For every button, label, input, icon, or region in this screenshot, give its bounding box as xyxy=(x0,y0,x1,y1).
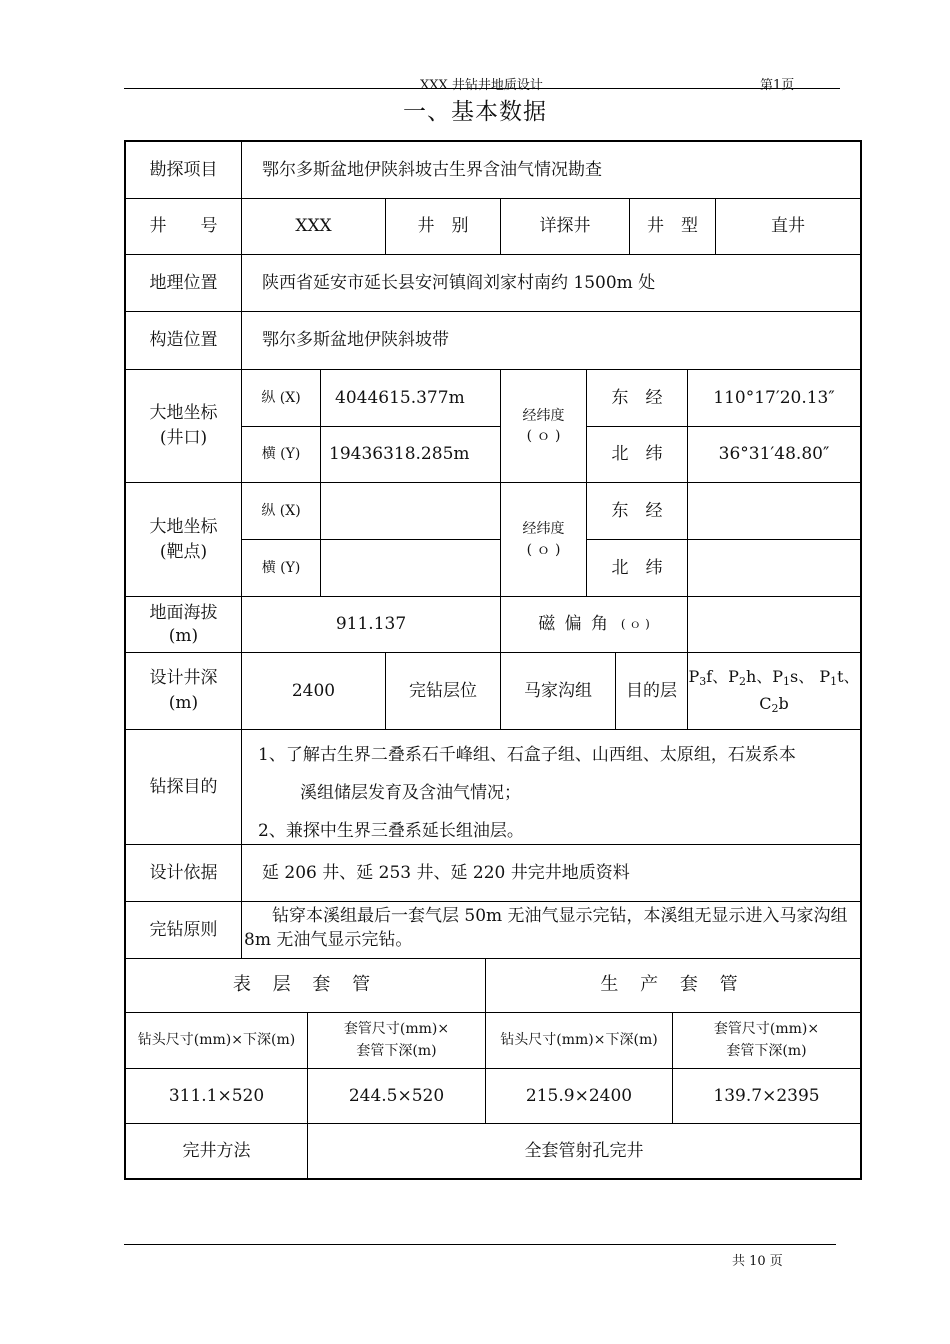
well-type-label: 井 别 xyxy=(386,199,501,255)
surface-casing-header: 表 层 套 管 xyxy=(126,959,486,1013)
geo-location-label: 地理位置 xyxy=(126,255,242,312)
east-value: 110°17′20.13″ xyxy=(688,370,860,427)
project-label: 勘探项目 xyxy=(126,142,242,199)
coord-wellhead-label: 大地坐标 (井口) xyxy=(126,370,242,483)
coord-target-label: 大地坐标 (靶点) xyxy=(126,483,242,597)
well-no-label: 井 号 xyxy=(126,199,242,255)
target-layer-label: 目的层 xyxy=(616,653,688,730)
declination-label: 磁 偏 角 ( ｏ ) xyxy=(501,597,688,653)
production-bit-value: 215.9×2400 xyxy=(486,1069,673,1124)
surface-bit-value: 311.1×520 xyxy=(126,1069,308,1124)
purpose-line-3: 2、兼探中生界三叠系延长组油层。 xyxy=(258,821,524,841)
elevation-label: 地面海拔 (m) xyxy=(126,597,242,653)
principle-label: 完钻原则 xyxy=(126,902,242,959)
project-value: 鄂尔多斯盆地伊陕斜坡古生界含油气情况勘查 xyxy=(242,142,860,199)
target-y-value xyxy=(321,540,501,597)
declination-value xyxy=(688,597,860,653)
purpose-label: 钻探目的 xyxy=(126,730,242,845)
north-value: 36°31′48.80″ xyxy=(688,427,860,483)
purpose-value xyxy=(242,730,860,845)
well-shape-value: 直井 xyxy=(716,199,860,255)
coord-x-value: 4044615.377m xyxy=(321,370,501,427)
design-depth-label: 设计井深 (m) xyxy=(126,653,242,730)
completion-method-label: 完井方法 xyxy=(126,1124,308,1178)
production-casing-subheader: 套管尺寸(mm)× 套管下深(m) xyxy=(673,1013,860,1069)
target-east-label: 东 经 xyxy=(587,483,688,540)
east-label: 东 经 xyxy=(587,370,688,427)
coord-y-label: 横 (Y) xyxy=(242,427,321,483)
completion-method-value: 全套管射孔完井 xyxy=(524,1140,644,1161)
target-x-value xyxy=(321,483,501,540)
target-north-label: 北 纬 xyxy=(587,540,688,597)
well-type-value: 详探井 xyxy=(501,199,630,255)
well-no-value: XXX xyxy=(242,199,386,255)
coord-x-label: 纵 (X) xyxy=(242,370,321,427)
north-label: 北 纬 xyxy=(587,427,688,483)
production-casing-header: 生 产 套 管 xyxy=(486,959,860,1013)
struct-location-label: 构造位置 xyxy=(126,312,242,370)
header-doc-title: XXX 井钻井地质设计 xyxy=(420,78,543,93)
completion-layer-label: 完钻层位 xyxy=(386,653,501,730)
footer-rule xyxy=(124,1244,836,1245)
purpose-line-1: 1、了解古生界二叠系石千峰组、石盒子组、山西组、太原组，石炭系本 xyxy=(258,745,796,765)
footer-total-pages: 共 10 页 xyxy=(732,1254,783,1269)
geo-location-value: 陕西省延安市延长县安河镇阎刘家村南约 1500m 处 xyxy=(242,255,860,312)
struct-location-value: 鄂尔多斯盆地伊陕斜坡带 xyxy=(242,312,860,370)
page-title: 一、基本数据 xyxy=(403,99,547,125)
target-layer-value: $P_3f$、$P_2h$、$P_1s$、 $P_1t$、 $C_2b$ xyxy=(688,653,860,730)
surface-casing-value: 244.5×520 xyxy=(308,1069,486,1124)
production-casing-value: 139.7×2395 xyxy=(673,1069,860,1124)
target-north-value xyxy=(688,540,860,597)
well-shape-label: 井 型 xyxy=(630,199,716,255)
target-x-label: 纵 (X) xyxy=(242,483,321,540)
design-depth-value: 2400 xyxy=(242,653,386,730)
coord-y-value: 19436318.285m xyxy=(321,427,501,483)
header-rule xyxy=(124,88,840,89)
lonlat-label: 经纬度 ( ｏ ) xyxy=(501,370,587,483)
basis-label: 设计依据 xyxy=(126,845,242,902)
basic-data-table xyxy=(124,140,862,1180)
production-bit-header: 钻头尺寸(mm)×下深(m) xyxy=(486,1013,673,1069)
basis-value: 延 206 井、延 253 井、延 220 井完井地质资料 xyxy=(242,845,860,902)
elevation-value: 911.137 xyxy=(242,597,501,653)
completion-layer-value: 马家沟组 xyxy=(501,653,616,730)
header-page-number: 第1页 xyxy=(760,78,795,93)
target-lonlat-label: 经纬度 ( ｏ ) xyxy=(501,483,587,597)
purpose-line-2: 溪组储层发育及含油气情况； xyxy=(300,783,521,803)
target-y-label: 横 (Y) xyxy=(242,540,321,597)
target-east-value xyxy=(688,483,860,540)
surface-bit-header: 钻头尺寸(mm)×下深(m) xyxy=(126,1013,308,1069)
principle-value: 钻穿本溪组最后一套气层 50m 无油气显示完钻，本溪组无显示进入马家沟组 8m 无油气显示完钻。 xyxy=(242,902,860,959)
surface-casing-subheader: 套管尺寸(mm)× 套管下深(m) xyxy=(308,1013,486,1069)
